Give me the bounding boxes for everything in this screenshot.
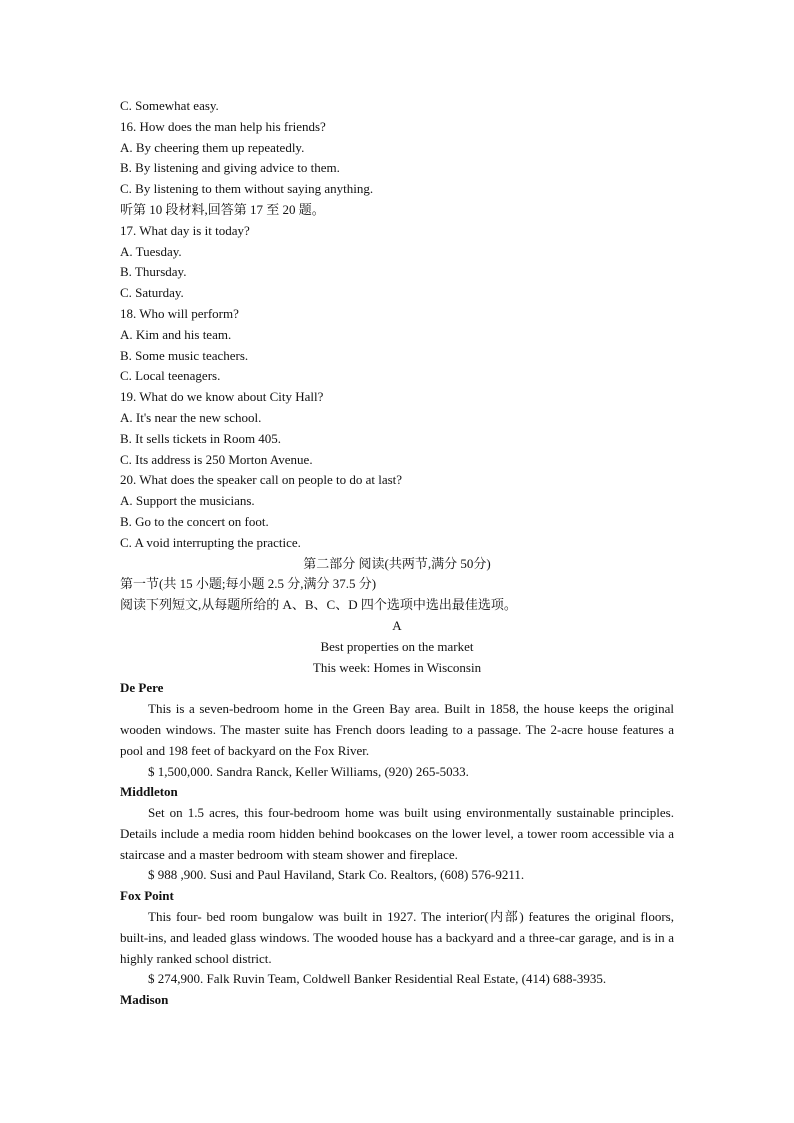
q19-option-a: A. It's near the new school. <box>120 409 262 425</box>
q20-option-b: B. Go to the concert on foot. <box>120 513 269 529</box>
listing-description: This four- bed room bungalow was built in 1927. The interior(内部) features the original floors, built-ins, and leaded glass windows. The wooded house has a backyard and a three-car garage, and is in a highly ranked school district. <box>120 909 674 966</box>
q16-option-b: B. By listening and giving advice to them. <box>120 160 340 176</box>
listing-middleton <box>120 782 674 886</box>
q15-option-c: C. Somewhat easy. <box>120 98 219 113</box>
q16-option-c: C. By listening to them without saying anything. <box>120 181 374 197</box>
q18-option-b: B. Some music teachers. <box>120 347 249 363</box>
q19-option-c: C. Its address is 250 Morton Avenue. <box>120 451 313 467</box>
q16-option-a: A. By cheering them up repeatedly. <box>120 139 305 155</box>
q17-question: 17. What day is it today? <box>120 222 250 238</box>
q17-option-b: B. Thursday. <box>120 264 187 280</box>
passage-title: Best properties on the market <box>320 638 474 654</box>
listing-description: This is a seven-bedroom home in the Green Bay area. Built in 1858, the house keeps the original wooden windows. The master suite has French doors leading to a passage. The 2-acre house features a pool and 198 feet of backyard on the Fox River. <box>120 701 674 758</box>
part-heading: 第二部分 阅读(共两节,满分 50分) <box>303 555 491 571</box>
q19-option-b: B. It sells tickets in Room 405. <box>120 430 282 446</box>
q17-option-a: A. Tuesday. <box>120 243 182 259</box>
listing-place: Fox Point <box>120 888 174 904</box>
listing-de-pere <box>120 678 674 782</box>
q16-question: 16. How does the man help his friends? <box>120 118 326 134</box>
exam-page <box>120 96 674 1011</box>
q19-question: 19. What do we know about City Hall? <box>120 389 324 405</box>
listing-place: Madison <box>120 992 169 1008</box>
listing-contact: $ 1,500,000. Sandra Ranck, Keller Williams, (920) 265-5033. <box>148 763 469 779</box>
q20-question: 20. What does the speaker call on people to do at last? <box>120 472 403 488</box>
q20-option-c: C. A void interrupting the practice. <box>120 534 301 550</box>
listing-place: Middleton <box>120 784 178 800</box>
q18-option-c: C. Local teenagers. <box>120 368 221 384</box>
listing-contact: $ 988 ,900. Susi and Paul Haviland, Stark Co. Realtors, (608) 576-9211. <box>148 867 525 883</box>
q20-option-a: A. Support the musicians. <box>120 493 255 509</box>
listing-fox-point <box>120 886 674 990</box>
q18-option-a: A. Kim and his team. <box>120 326 232 342</box>
passage-subtitle: This week: Homes in Wisconsin <box>312 659 482 675</box>
reading-instructions: 阅读下列短文,从每题所给的 A、B、C、D 四个选项中选出最佳选项。 <box>120 597 517 613</box>
passage-letter: A <box>392 617 402 633</box>
listing-madison <box>120 990 674 1011</box>
q17-option-c: C. Saturday. <box>120 285 184 301</box>
section1-heading: 第一节(共 15 小题;每小题 2.5 分,满分 37.5 分) <box>120 576 377 592</box>
listing-contact: $ 274,900. Falk Ruvin Team, Coldwell Banker Residential Real Estate, (414) 688-3935. <box>148 971 607 987</box>
listing-place: De Pere <box>120 680 164 696</box>
listing-description: Set on 1.5 acres, this four-bedroom home was built using environmentally sustainable principles. Details include a media room hidden behind bookcases on the lower level, a tower room accessible via a staircase and a master bedroom with steam shower and fireplace. <box>120 805 674 862</box>
section10-instruction: 听第 10 段材料,回答第 17 至 20 题。 <box>120 201 325 217</box>
q18-question: 18. Who will perform? <box>120 305 239 321</box>
